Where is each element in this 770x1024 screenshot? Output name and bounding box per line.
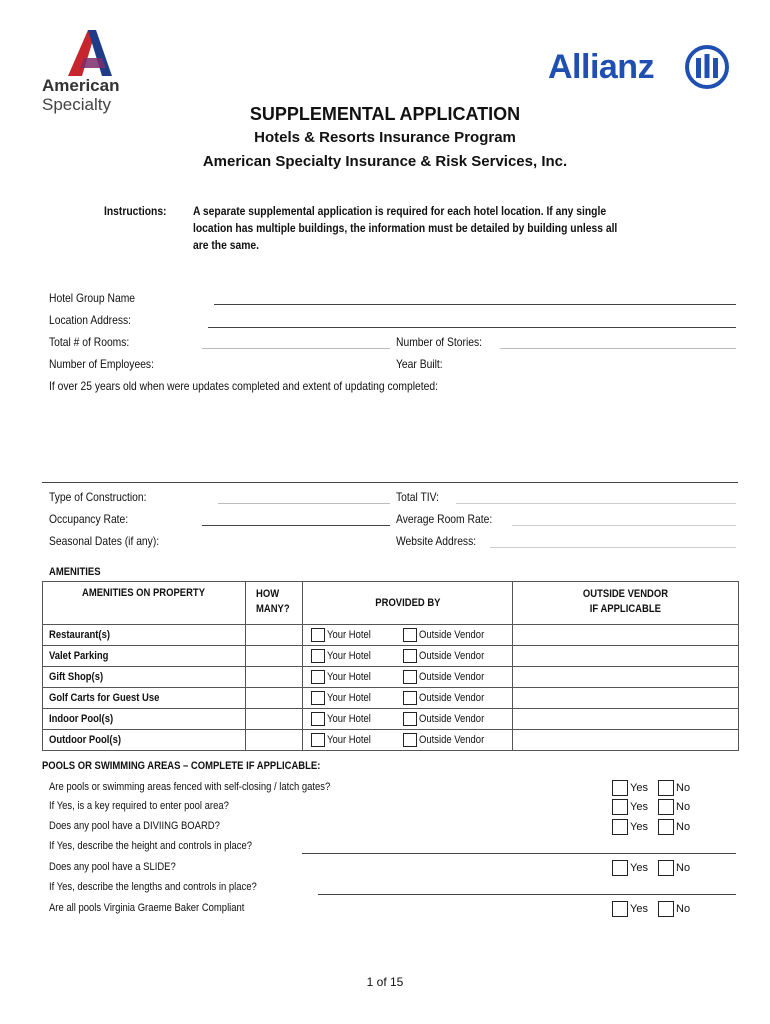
amenity-name: Golf Carts for Guest Use (43, 688, 246, 709)
location-input[interactable] (208, 327, 736, 328)
updates-label: If over 25 years old when were updates completed and extent of updating completed: (49, 379, 438, 393)
amenities-header-row (43, 582, 739, 625)
header-how-many: HOW MANY? (246, 582, 303, 625)
pool-q2: If Yes, is a key required to enter pool area? (49, 800, 229, 812)
yes-checkbox[interactable] (612, 799, 628, 815)
no-label: No (676, 861, 691, 874)
pool-q6: If Yes, describe the lengths and controls in place? (49, 881, 257, 893)
main-title: SUPPLEMENTAL APPLICATION (249, 104, 521, 124)
yes-no-group (612, 859, 690, 877)
rooms-label: Total # of Rooms: (49, 335, 130, 349)
amenity-name: Outdoor Pool(s) (43, 730, 246, 751)
checkbox-icon[interactable] (311, 691, 325, 705)
checkbox-icon[interactable] (311, 670, 325, 684)
checkbox-icon[interactable] (403, 670, 417, 684)
no-label: No (676, 781, 691, 794)
amenities-section-label: AMENITIES (49, 566, 101, 578)
no-checkbox[interactable] (658, 819, 674, 835)
provided-by-vendor[interactable]: Outside Vendor (399, 730, 513, 751)
no-checkbox[interactable] (658, 799, 674, 815)
provided-by-hotel[interactable]: Your Hotel (303, 709, 399, 730)
tiv-input[interactable] (456, 503, 736, 504)
amenity-row (43, 730, 739, 751)
how-many-input[interactable] (246, 730, 303, 751)
no-checkbox[interactable] (658, 860, 674, 876)
yes-label: Yes (630, 861, 648, 874)
logo-word-specialty: Specialty (42, 95, 111, 114)
yes-label: Yes (630, 800, 648, 813)
outside-vendor-input[interactable] (513, 688, 739, 709)
provided-by-hotel[interactable]: Your Hotel (303, 667, 399, 688)
checkbox-icon[interactable] (403, 712, 417, 726)
construction-label: Type of Construction: (49, 490, 147, 504)
yes-label: Yes (630, 781, 648, 794)
seasonal-label: Seasonal Dates (if any): (49, 534, 160, 548)
outside-vendor-input[interactable] (513, 709, 739, 730)
subtitle-program: Hotels & Resorts Insurance Program (254, 129, 516, 146)
hotel-group-input[interactable] (214, 304, 736, 305)
provided-by-vendor[interactable]: Outside Vendor (399, 688, 513, 709)
header-provided-by: PROVIDED BY (303, 582, 513, 625)
website-label: Website Address: (396, 534, 477, 548)
provided-by-hotel[interactable]: Your Hotel (303, 646, 399, 667)
how-many-input[interactable] (246, 646, 303, 667)
amenity-row (43, 646, 739, 667)
amenity-row (43, 667, 739, 688)
no-label: No (676, 820, 691, 833)
instructions-line-3: are the same. (193, 238, 259, 252)
year-built-label: Year Built: (396, 357, 443, 371)
checkbox-icon[interactable] (311, 712, 325, 726)
outside-vendor-input[interactable] (513, 730, 739, 751)
provided-by-vendor[interactable]: Outside Vendor (399, 646, 513, 667)
no-label: No (676, 800, 691, 813)
provided-by-hotel[interactable]: Your Hotel (303, 688, 399, 709)
no-label: No (676, 902, 691, 915)
outside-vendor-input[interactable] (513, 646, 739, 667)
amenity-name: Indoor Pool(s) (43, 709, 246, 730)
checkbox-icon[interactable] (311, 628, 325, 642)
hotel-group-label: Hotel Group Name (49, 291, 136, 305)
provided-by-vendor[interactable]: Outside Vendor (399, 625, 513, 646)
instructions-line-2: location has multiple buildings, the information must be detailed by building unless all (193, 221, 618, 235)
pool-q7: Are all pools Virginia Graeme Baker Compliant (49, 902, 245, 914)
checkbox-icon[interactable] (311, 649, 325, 663)
provided-by-hotel[interactable]: Your Hotel (303, 625, 399, 646)
employees-label: Number of Employees: (49, 357, 154, 371)
no-checkbox[interactable] (658, 780, 674, 796)
checkbox-icon[interactable] (403, 733, 417, 747)
yes-no-group (612, 818, 690, 836)
pool-q4-input[interactable] (302, 853, 736, 854)
allianz-wordmark: Allianz (548, 48, 655, 86)
amenity-name: Gift Shop(s) (43, 667, 246, 688)
allianz-logo (548, 44, 730, 94)
how-many-input[interactable] (246, 625, 303, 646)
instructions-line-1: A separate supplemental application is required for each hotel location. If any single (193, 204, 607, 218)
pool-q6-input[interactable] (318, 894, 736, 895)
checkbox-icon[interactable] (403, 691, 417, 705)
updates-input[interactable] (42, 482, 738, 483)
occupancy-input[interactable] (202, 525, 390, 526)
provided-by-hotel[interactable]: Your Hotel (303, 730, 399, 751)
amenities-table (42, 581, 739, 751)
yes-no-group (612, 798, 690, 816)
allianz-eagle-icon (684, 44, 730, 90)
american-specialty-mark-icon (62, 28, 132, 78)
amenity-row (43, 688, 739, 709)
yes-label: Yes (630, 902, 648, 915)
amenity-name: Restaurant(s) (43, 625, 246, 646)
outside-vendor-input[interactable] (513, 625, 739, 646)
header-outside-vendor: OUTSIDE VENDOR IF APPLICABLE (513, 582, 739, 625)
provided-by-vendor[interactable]: Outside Vendor (399, 709, 513, 730)
construction-input[interactable] (218, 503, 390, 504)
header-property: AMENITIES ON PROPERTY (43, 582, 246, 625)
no-checkbox[interactable] (658, 901, 674, 917)
room-rate-input[interactable] (512, 525, 736, 526)
yes-checkbox[interactable] (612, 860, 628, 876)
checkbox-icon[interactable] (403, 649, 417, 663)
pool-q3: Does any pool have a DIVIING BOARD? (49, 820, 220, 832)
website-input[interactable] (490, 547, 736, 548)
yes-no-group (612, 779, 690, 797)
pool-q1: Are pools or swimming areas fenced with self-closing / latch gates? (49, 781, 331, 793)
occupancy-label: Occupancy Rate: (49, 512, 129, 526)
amenity-row (43, 625, 739, 646)
outside-vendor-input[interactable] (513, 667, 739, 688)
yes-no-group (612, 900, 690, 918)
pool-q4: If Yes, describe the height and controls in place? (49, 840, 253, 852)
yes-checkbox[interactable] (612, 780, 628, 796)
checkbox-icon[interactable] (403, 628, 417, 642)
yes-checkbox[interactable] (612, 819, 628, 835)
how-many-input[interactable] (246, 709, 303, 730)
stories-input[interactable] (500, 348, 736, 349)
logo-word-american: American (42, 76, 120, 95)
provided-by-vendor[interactable]: Outside Vendor (399, 667, 513, 688)
checkbox-icon[interactable] (311, 733, 325, 747)
yes-label: Yes (630, 820, 648, 833)
yes-checkbox[interactable] (612, 901, 628, 917)
subtitle-company: American Specialty Insurance & Risk Services, Inc. (202, 153, 568, 170)
rooms-input[interactable] (202, 348, 390, 349)
how-many-input[interactable] (246, 667, 303, 688)
pools-section-label: POOLS OR SWIMMING AREAS – COMPLETE IF APPLICABLE: (42, 760, 321, 772)
room-rate-label: Average Room Rate: (396, 512, 493, 526)
page-number: 1 of 15 (366, 975, 404, 989)
how-many-input[interactable] (246, 688, 303, 709)
amenity-row (43, 709, 739, 730)
stories-label: Number of Stories: (396, 335, 483, 349)
location-label: Location Address: (49, 313, 132, 327)
instructions-label: Instructions: (104, 204, 167, 218)
tiv-label: Total TIV: (396, 490, 440, 504)
pool-q5: Does any pool have a SLIDE? (49, 861, 176, 873)
amenity-name: Valet Parking (43, 646, 246, 667)
